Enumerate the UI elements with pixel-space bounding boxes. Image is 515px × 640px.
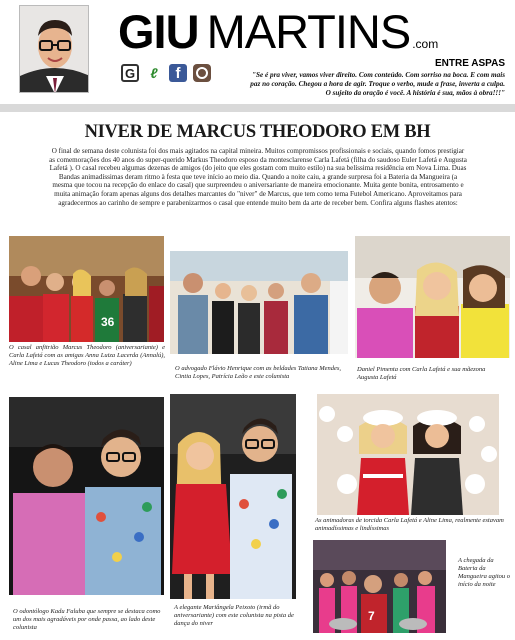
site-logo[interactable] <box>118 4 438 58</box>
quill-icon[interactable]: ℓ <box>150 65 158 81</box>
g-icon[interactable]: G <box>121 64 139 82</box>
caption-mangueira-drums: A chegada da Bateria da Mangueira agitou o início da noite <box>458 557 510 588</box>
caption-daniel-carla-augusta: Daniel Pimenta com Carla Lafetá e sua mãezona Augusta Lafetá <box>357 366 486 381</box>
quote-section-label: ENTRE ASPAS <box>434 58 505 69</box>
columnist-avatar <box>19 5 89 93</box>
caption-cheerleaders: As animadoras de torcida Carla Lafetá e Aline Lima, realmente estavam animadíssimas e lindíssimas <box>315 517 504 532</box>
instagram-icon[interactable] <box>193 64 211 82</box>
logo-first-word: GIU <box>118 5 199 58</box>
photo-kadu-faluba[interactable] <box>9 397 164 595</box>
masthead <box>0 0 515 104</box>
photo-hosts-and-friends[interactable] <box>9 236 164 342</box>
caption-mariangela-peixoto: A elegante Mariângela Peixoto (irmã do aniversariante) com este colunista na pista de dança do niver <box>174 604 294 627</box>
facebook-icon[interactable]: f <box>169 64 187 82</box>
svg-text:7: 7 <box>368 609 375 623</box>
quote-text: "Se é pra viver, vamos viver direito. Com conteúdo. Com sorriso na boca. E com mais paz no coração. Chegou a hora de agir. Troque o verbo, mude a frase, inverta a culpa. O sujeito da oração é você. A história é sua, mãos à obra!!!" <box>250 71 505 97</box>
photo-lawyer-and-beauties[interactable] <box>170 251 348 354</box>
caption-kadu-faluba: O odontólogo Kadu Faluba que sempre se destaca como um dos mais agradáveis por onde passa, ao lado deste colunista <box>13 608 161 631</box>
photo-daniel-carla-augusta[interactable] <box>355 236 510 358</box>
svg-text:36: 36 <box>101 315 115 329</box>
article-title: NIVER DE MARCUS THEODORO EM BH <box>84 122 431 142</box>
photo-mariangela-peixoto[interactable] <box>170 394 296 599</box>
logo-second-word: MARTINS <box>206 5 411 58</box>
caption-hosts-and-friends: O casal anfitrião Marcus Theodoro (aniversariante) e Carla Lafetá com as amigas Anna Luiza Lacerda (Annalú), Aline Lima e Lucas Theodoro (todos a caráter) <box>9 344 165 367</box>
caption-lawyer-and-beauties: O advogado Flávio Henrique com as beldades Tatiana Mendes, Cintia Lopes, Patrícia Leão e este colunista <box>175 365 342 380</box>
logo-suffix: .com <box>412 37 439 51</box>
social-icons <box>121 64 211 82</box>
photo-mangueira-drums[interactable] <box>313 540 446 633</box>
quote-box <box>245 58 505 98</box>
article-body: O final de semana deste colunista foi dos mais agitados na capital mineira. Muitos compromissos profissionais e sociais, quando fomos prestigiar as comemorações dos 40 anos do super-querido Markus Theodoro esposo da montesclarense Carla Lafetá (filha do saudoso Euler Lafetá e Augusta Lafetá ). O casal recebeu algumas dezenas de amigos (do jeito que eles gostam com muito estilo) na sua belíssima residência em Nova Lima. Duas Bandas animadíssimas deram ritmo à festa que teve início ao meio dia. Quando a noite caiu, a grande surpresa foi a Bateria da Mangueira (a mesma que tocou na recepção do enlace do casal) que surpreendeu o aniversariante de maneira emocionante. Muita gente bonita, entrosamento e muita animação foram apenas alguns dos detalhes marcantes do "niver" de Marcus, que tem como tema Futebol Americano. Aproveitamos para agradecermos ao carinho de sempre e parabenizarmos o casal que entende muito bem da arte de receber bem. Confira alguns flashes atentos: <box>49 147 467 207</box>
photo-cheerleaders[interactable] <box>317 394 499 515</box>
section-divider <box>0 104 515 112</box>
article <box>0 112 515 640</box>
